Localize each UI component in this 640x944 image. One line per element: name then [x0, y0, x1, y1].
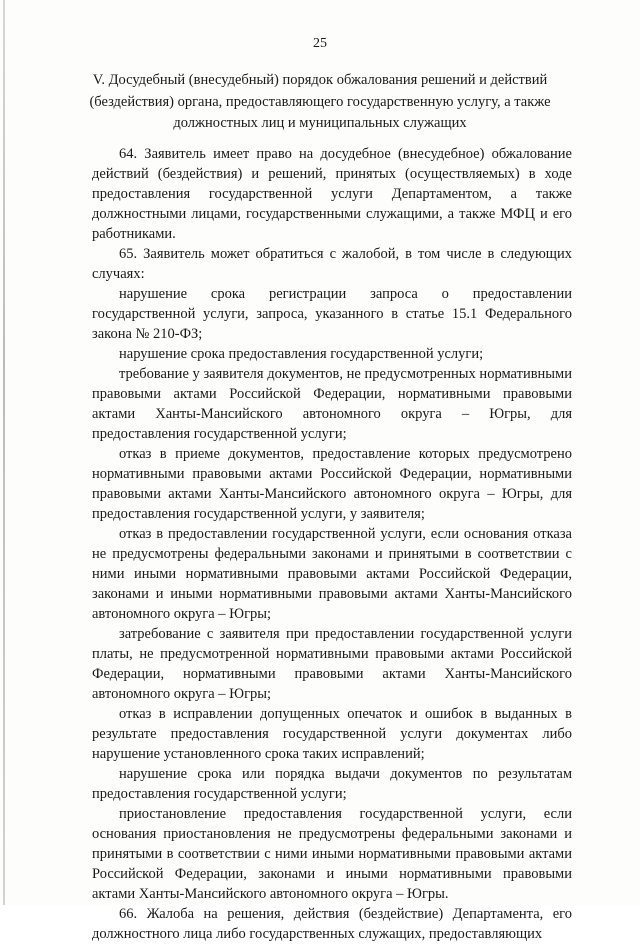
section-heading: V. Досудебный (внесудебный) порядок обжалования решений и действий (бездействия) органа, предоставляющего государственную услугу, а также должностных лиц и муниципальных служащих — [89, 72, 551, 131]
list-item-document-refusal: отказ в приеме документов, предоставление которых предусмотрено нормативными правовыми актами Российской Федерации, нормативными правовыми актами Ханты-Мансийского автономного округа – Югры, для предоставления государственной услуги, у заявителя; — [92, 446, 572, 522]
document-body — [92, 144, 572, 944]
list-item-registration-deadline: нарушение срока регистрации запроса о предоставлении государственной услуги, запроса, указанного в статье 15.1 Федерального закона № 210-ФЗ; — [92, 286, 572, 342]
paragraph-66: 66. Жалоба на решения, действия (бездействие) Департамента, его должностного лица либо государственных служащих, предоставляющих — [92, 906, 572, 942]
list-item-service-refusal: отказ в предоставлении государственной услуги, если основания отказа не предусмотрены федеральными законами и принятыми в соответствии с ними иными нормативными правовыми актами Российской Федерации, законами и иными нормативными правовыми актами Ханты-Мансийского автономного округа – Югры; — [92, 526, 572, 622]
list-item-fee-demand: затребование с заявителя при предоставлении государственной услуги платы, не предусмотренной нормативными правовыми актами Российской Федерации, нормативными правовыми актами Ханты-Мансийского автономного округа – Югры; — [92, 626, 572, 702]
list-item-service-deadline: нарушение срока предоставления государственной услуги; — [119, 346, 484, 362]
scan-edge — [3, 0, 5, 905]
paragraph-65: 65. Заявитель может обратиться с жалобой, в том числе в следующих случаях: — [92, 246, 572, 282]
paragraph-64: 64. Заявитель имеет право на досудебное (внесудебное) обжалование действий (бездействия) и решений, принятых (осуществляемых) в ходе предоставления государственной услуги Департаментом, а также должностными лицами, государственными служащими, а также МФЦ и его работниками. — [92, 146, 572, 242]
list-item-correction-refusal: отказ в исправлении допущенных опечаток и ошибок в выданных в результате предоставления государственной услуги документах либо нарушение установленного срока таких исправлений; — [92, 706, 572, 762]
list-item-document-requirement: требование у заявителя документов, не предусмотренных нормативными правовыми актами Российской Федерации, нормативными правовыми актами Ханты-Мансийского автономного округа – Югры, для предоставления государственной услуги; — [92, 366, 572, 442]
list-item-issuance-violation: нарушение срока или порядка выдачи документов по результатам предоставления государственной услуги; — [92, 766, 572, 802]
page-number: 25 — [313, 36, 327, 51]
list-item-suspension: приостановление предоставления государственной услуги, если основания приостановления не предусмотрены федеральными законами и принятыми в соответствии с ними иными нормативными правовыми актами Российской Федерации, законами и иными нормативными правовыми актами Ханты-Мансийского автономного округа – Югры. — [92, 806, 572, 902]
